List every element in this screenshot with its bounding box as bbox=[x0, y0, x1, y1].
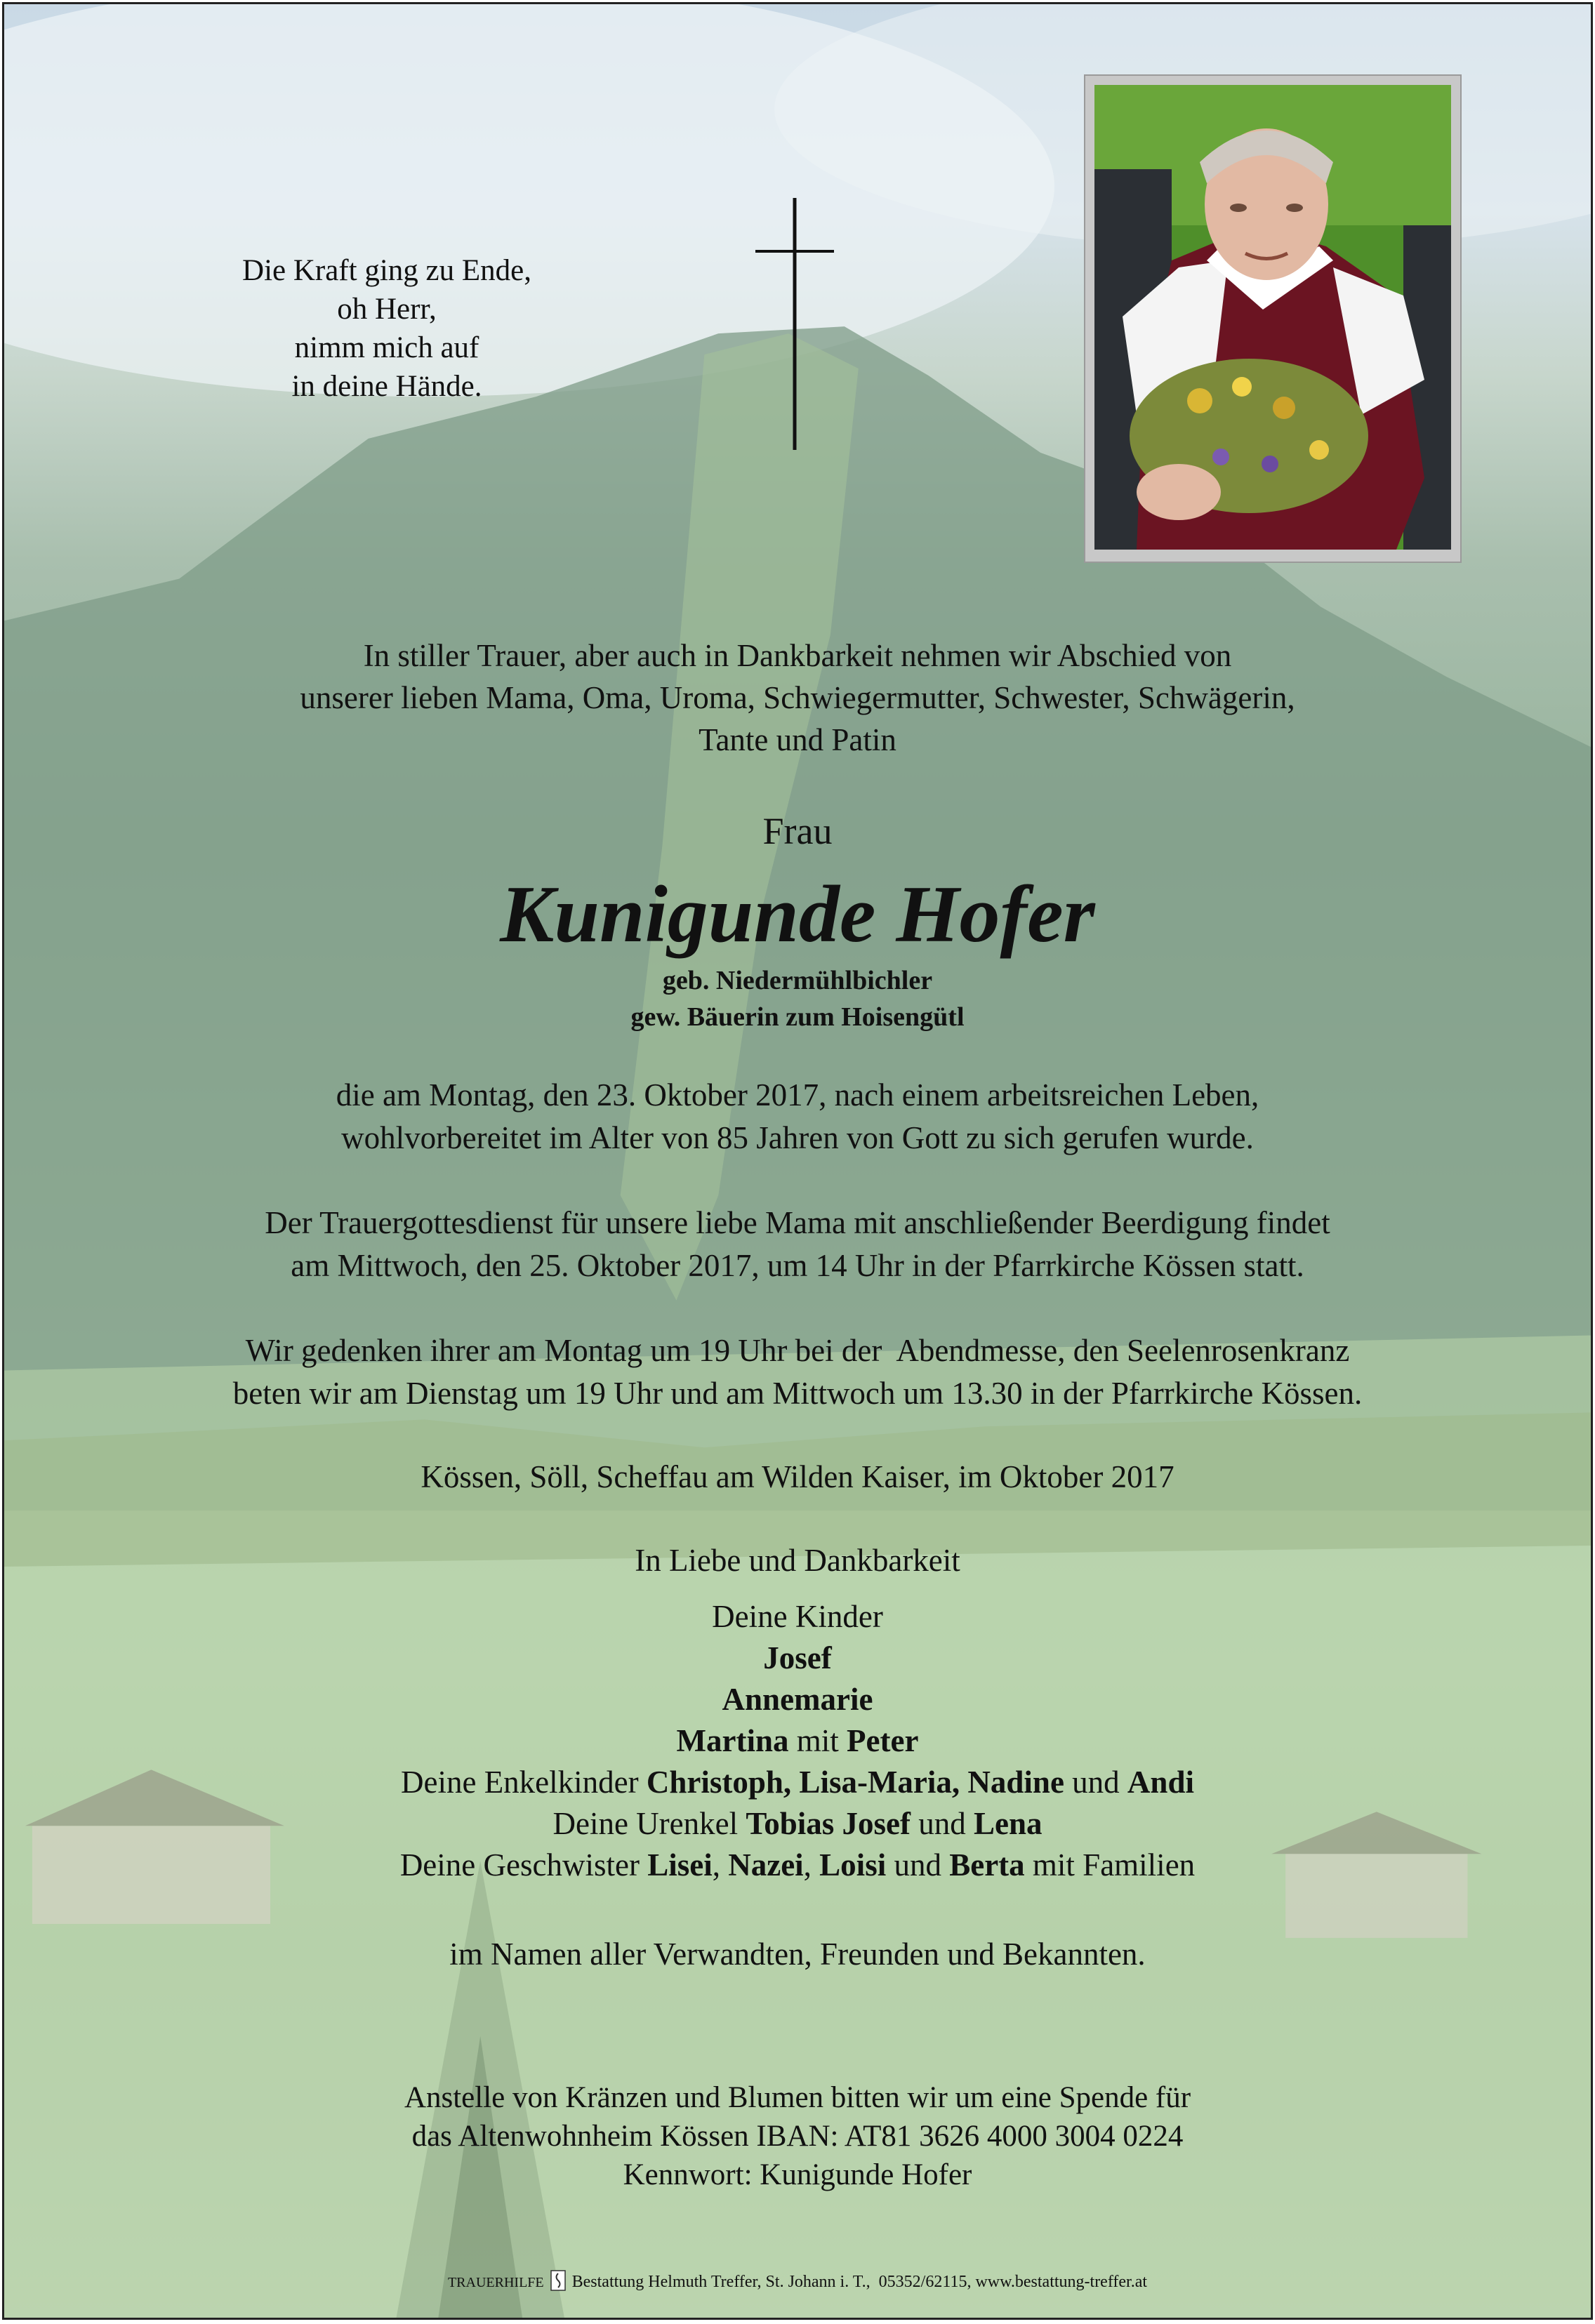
connector: und bbox=[1072, 1765, 1120, 1800]
siblings-label: Deine Geschwister bbox=[399, 1847, 640, 1883]
family-list: Deine Kinder Josef Annemarie Martina mit Peter Deine Enkelkinder Christoph, Lisa-Maria, Nadine und Andi Deine Urenkel Tobias Josef und Lena Deine Geschwister Lisei, Nazei, Loisi und Berta mit Familien bbox=[4, 1596, 1591, 1886]
closing: In Liebe und Dankbarkeit bbox=[635, 1543, 960, 1578]
siblings-suffix: mit Familien bbox=[1032, 1847, 1196, 1883]
intro-text bbox=[4, 635, 1591, 761]
place-date: Kössen, Söll, Scheffau am Wilden Kaiser, im Oktober 2017 bbox=[421, 1459, 1174, 1494]
connector: und bbox=[894, 1847, 941, 1883]
poem bbox=[180, 251, 594, 406]
donation-line: Anstelle von Kränzen und Blumen bitten wir um eine Spende für bbox=[404, 2081, 1191, 2114]
connector: mit bbox=[796, 1723, 839, 1758]
great-grandchildren-label: Deine Urenkel bbox=[552, 1806, 739, 1841]
intro-line: Tante und Patin bbox=[699, 722, 896, 757]
donation-line: Kennwort: Kunigunde Hofer bbox=[623, 2158, 972, 2191]
funeral-line: Der Trauergottesdienst für unsere liebe Mama mit anschließender Beerdigung findet bbox=[265, 1205, 1330, 1240]
poem-line: oh Herr, bbox=[337, 293, 437, 326]
children-label: Deine Kinder bbox=[712, 1599, 883, 1634]
grandchild-name: Andi bbox=[1127, 1765, 1194, 1800]
funeral-info bbox=[4, 1202, 1591, 1287]
funeral-line: am Mittwoch, den 25. Oktober 2017, um 14 Uhr in der Pfarrkirche Kössen statt. bbox=[291, 1248, 1304, 1283]
memorial-line: beten wir am Dienstag um 19 Uhr und am Mittwoch um 13.30 in der Pfarrkirche Kössen. bbox=[232, 1376, 1363, 1411]
grandchildren-names: Christoph, Lisa-Maria, Nadine bbox=[646, 1765, 1064, 1800]
intro-line: unserer lieben Mama, Oma, Uroma, Schwiegermutter, Schwester, Schwägerin, bbox=[300, 680, 1295, 715]
connector: und bbox=[918, 1806, 966, 1841]
great-grandchildren-names: Tobias Josef bbox=[746, 1806, 911, 1841]
great-grandchild-name: Lena bbox=[974, 1806, 1043, 1841]
poem-line: nimm mich auf bbox=[294, 331, 479, 364]
child-name: Martina bbox=[676, 1723, 789, 1758]
child-name: Josef bbox=[763, 1640, 832, 1675]
death-notice-line: die am Montag, den 23. Oktober 2017, nach einem arbeitsreichen Leben, bbox=[336, 1077, 1259, 1113]
obituary-page bbox=[2, 2, 1593, 2320]
memorial-info bbox=[4, 1329, 1591, 1415]
occupation: gew. Bäuerin zum Hoisengütl bbox=[630, 1002, 965, 1032]
child-name: Annemarie bbox=[722, 1682, 873, 1717]
deceased-name: Kunigunde Hofer bbox=[500, 870, 1095, 960]
partner-name: Peter bbox=[847, 1723, 919, 1758]
footer-brand: TRAUERHILFE bbox=[447, 2275, 544, 2290]
sibling-name: Nazei bbox=[728, 1847, 804, 1883]
poem-line: in deine Hände. bbox=[291, 370, 482, 403]
sibling-name: Loisi bbox=[819, 1847, 887, 1883]
footer-text: Bestattung Helmuth Treffer, St. Johann i. T., 05352/62115, www.bestattung-treffer.at bbox=[571, 2273, 1148, 2291]
sibling-name: Lisei bbox=[647, 1847, 713, 1883]
portrait-photo bbox=[1084, 74, 1462, 563]
intro-line: In stiller Trauer, aber auch in Dankbarkeit nehmen wir Abschied von bbox=[363, 638, 1232, 673]
donation-request bbox=[4, 2078, 1591, 2194]
death-notice bbox=[4, 1074, 1591, 1160]
birth-name: geb. Niedermühlbichler bbox=[662, 966, 933, 995]
cross-icon bbox=[748, 194, 836, 453]
poem-line: Die Kraft ging zu Ende, bbox=[242, 254, 531, 287]
salutation: Frau bbox=[762, 810, 833, 852]
relatives: im Namen aller Verwandten, Freunden und Bekannten. bbox=[449, 1937, 1146, 1972]
sibling-name: Berta bbox=[949, 1847, 1025, 1883]
death-notice-line: wohlvorbereitet im Alter von 85 Jahren von Gott zu sich gerufen wurde. bbox=[341, 1120, 1254, 1155]
memorial-line: Wir gedenken ihrer am Montag um 19 Uhr bei der Abendmesse, den Seelenrosenkranz bbox=[245, 1333, 1350, 1368]
trauerhilfe-logo-icon bbox=[550, 2270, 566, 2291]
footer bbox=[4, 2270, 1591, 2294]
grandchildren-label: Deine Enkelkinder bbox=[401, 1765, 639, 1800]
donation-line: das Altenwohnheim Kössen IBAN: AT81 3626 4000 3004 0224 bbox=[411, 2120, 1184, 2153]
